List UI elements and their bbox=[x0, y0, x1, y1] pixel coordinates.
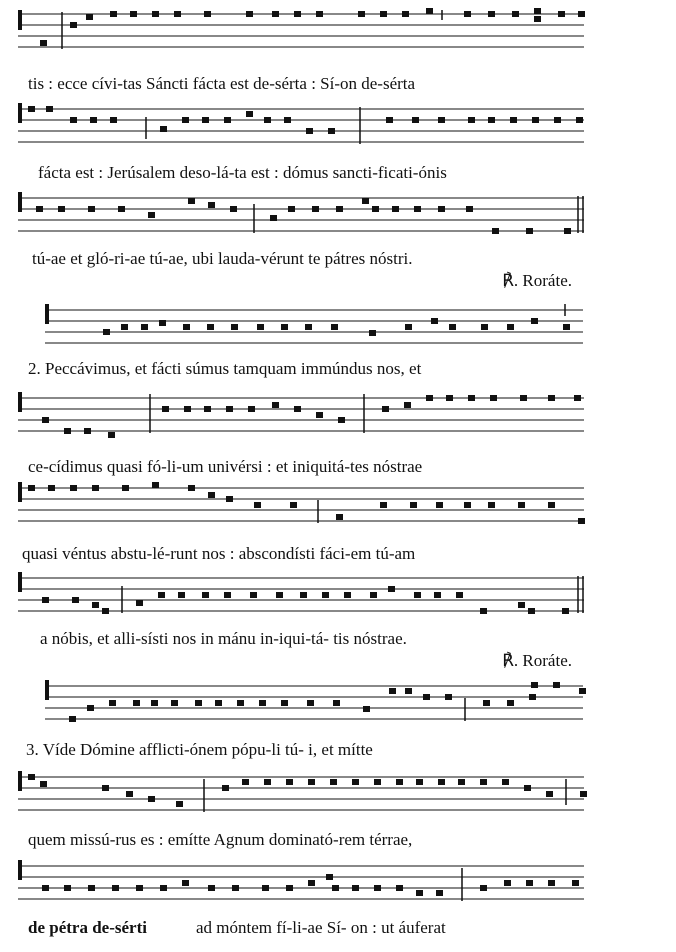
c-clef-icon bbox=[18, 392, 22, 412]
response-roráte-1 bbox=[502, 271, 572, 291]
c-clef-icon bbox=[18, 860, 22, 880]
chant-staff-9 bbox=[18, 771, 588, 817]
chant-staff-8 bbox=[45, 680, 587, 730]
c-clef-icon bbox=[18, 572, 22, 592]
lyric-text: 2. Peccávimus, et fácti súmus tamquam immúndus nos, et bbox=[28, 359, 422, 378]
lyric-text: 3. Víde Dómine afflicti-ónem pópu-li tú- i, et mítte bbox=[26, 740, 373, 759]
response-text: Roráte. bbox=[518, 651, 572, 670]
c-clef-icon bbox=[18, 10, 22, 30]
chant-staff-4 bbox=[45, 304, 587, 354]
lyric-text: a nóbis, et alli-sísti nos in mánu in-iqui-tá- tis nóstrae. bbox=[40, 629, 407, 648]
lyric-text: quasi véntus abstu-lé-runt nos : abscondísti fáci-em tú-am bbox=[22, 544, 416, 563]
lyric-text: ce-cídimus quasi fó-li-um univérsi : et iniquitá-tes nóstrae bbox=[28, 457, 423, 476]
response-symbol: ℟. bbox=[502, 651, 519, 670]
c-clef-icon bbox=[45, 680, 49, 700]
chant-staff-7 bbox=[18, 572, 588, 622]
chant-staff-1 bbox=[18, 8, 588, 50]
lyric-text: fácta est : Jerúsalem deso-lá-ta est : dómus sancti-ficati-ónis bbox=[38, 163, 447, 182]
lyric-text: tis : ecce cívi-tas Sáncti fácta est de-sérta : Sí-on de-sérta bbox=[28, 74, 416, 93]
c-clef-icon bbox=[45, 304, 49, 324]
response-symbol: ℟. bbox=[502, 271, 519, 290]
lyric-text: tú-ae et gló-ri-ae tú-ae, ubi lauda-vérunt te pátres nóstri. bbox=[32, 249, 413, 268]
lyric-text: ad móntem fí-li-ae Sí- on : ut áuferat bbox=[196, 918, 446, 937]
chant-staff-6 bbox=[18, 482, 588, 528]
lyric-text: quem missú-rus es : emítte Agnum dominató-rem térrae, bbox=[28, 830, 413, 849]
response-text: Roráte. bbox=[518, 271, 572, 290]
response-roráte-2 bbox=[502, 651, 572, 671]
c-clef-icon bbox=[18, 771, 22, 791]
c-clef-icon bbox=[18, 192, 22, 212]
c-clef-icon bbox=[18, 482, 22, 502]
chant-staff-2 bbox=[18, 103, 588, 145]
lyric-text-bold: de pétra de-sérti bbox=[28, 918, 147, 937]
chant-staff-3 bbox=[18, 192, 588, 244]
chant-staff-5 bbox=[18, 392, 588, 442]
chant-staff-10 bbox=[18, 860, 588, 906]
c-clef-icon bbox=[18, 103, 22, 123]
